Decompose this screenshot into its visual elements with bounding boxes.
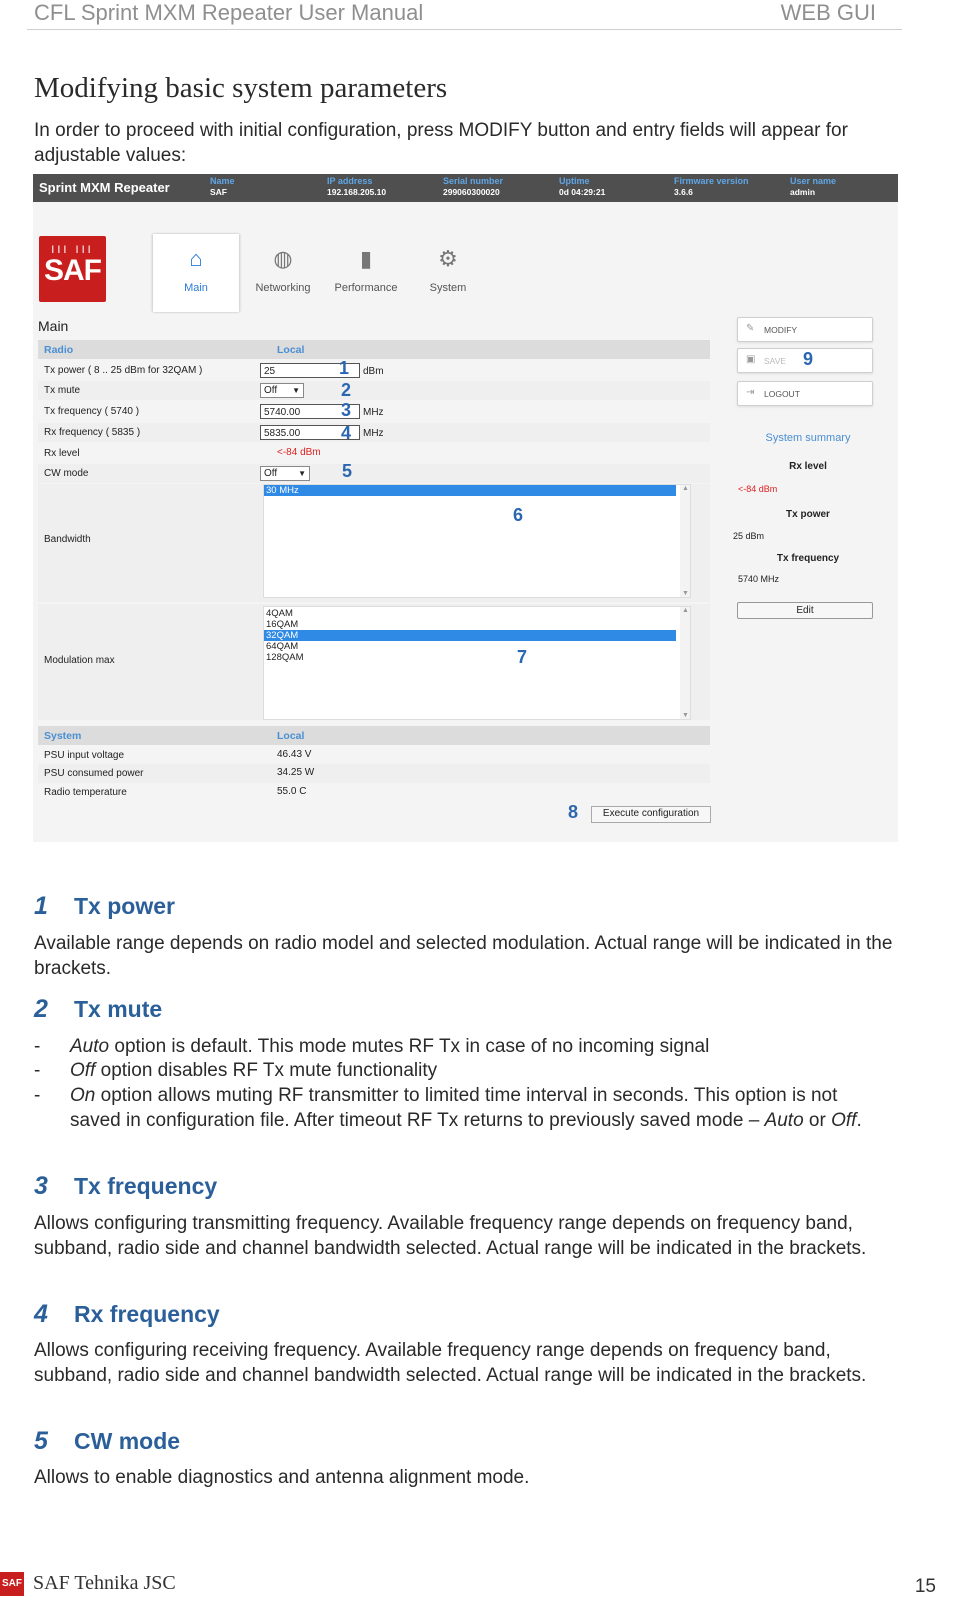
section-heading-tx-frequency	[34, 1172, 217, 1201]
gui-topbar	[33, 174, 898, 202]
cw-mode-select[interactable]	[260, 466, 310, 481]
list-bullet: -	[34, 1036, 41, 1057]
tx-power-input[interactable]: 25	[260, 363, 360, 378]
row-bandwidth	[38, 484, 710, 602]
system-summary-title: System summary	[765, 432, 851, 444]
list-item-keyword: Off	[70, 1060, 96, 1081]
nav-tab-label: Networking	[255, 282, 311, 294]
globe-icon: ◍	[273, 246, 293, 271]
summary-rx-level-value: <-84 dBm	[738, 484, 778, 494]
page-heading: Modifying basic system parameters	[34, 72, 448, 104]
modulation-listbox[interactable]	[263, 606, 691, 720]
section-number: 4	[34, 1300, 48, 1328]
modulation-option[interactable]: 128QAM	[266, 652, 304, 663]
system-table-header	[38, 726, 710, 745]
topbar-field-serial	[443, 176, 503, 198]
gui-app-title: Sprint MXM Repeater	[39, 180, 170, 195]
list-item-keyword: Auto	[764, 1109, 804, 1131]
row-radio-temperature	[38, 783, 710, 802]
psu-voltage-value: 46.43 V	[277, 749, 312, 760]
tx-frequency-label: Tx frequency ( 5740 )	[44, 406, 140, 417]
list-item-text: .	[856, 1109, 862, 1131]
topbar-field-name	[210, 176, 235, 198]
topbar-field-label: User name	[790, 176, 837, 186]
list-item-text: option is default. This mode mutes RF Tx in case of no incoming signal	[109, 1036, 710, 1057]
rx-frequency-input[interactable]: 5835.00	[260, 425, 360, 440]
rx-frequency-unit: MHz	[363, 428, 384, 439]
tx-power-label: Tx power ( 8 .. 25 dBm for 32QAM )	[44, 365, 203, 376]
summary-edit-button[interactable]: Edit	[737, 602, 873, 619]
system-header-label: System	[44, 730, 82, 742]
scroll-up-icon: ▲	[682, 607, 689, 614]
topbar-field-value: 192.168.205.10	[327, 187, 387, 197]
save-label: SAVE	[764, 356, 787, 366]
rx-level-label: Rx level	[44, 448, 80, 459]
topbar-field-value: 3.6.6	[674, 187, 693, 197]
system-header-local: Local	[277, 730, 305, 742]
header-divider	[27, 29, 902, 30]
modify-label: MODIFY	[764, 325, 798, 335]
section-heading-rx-frequency	[34, 1300, 220, 1329]
row-tx-frequency	[38, 402, 710, 421]
section-title: Rx frequency	[74, 1301, 220, 1327]
topbar-field-ip	[327, 176, 386, 198]
row-psu-voltage	[38, 746, 710, 765]
section-number: 5	[34, 1427, 48, 1455]
modulation-option[interactable]: 16QAM	[266, 619, 299, 630]
callout-1: 1	[339, 358, 350, 378]
psu-power-value: 34.25 W	[277, 767, 315, 778]
modulation-scrollbar[interactable]	[680, 607, 690, 719]
gear-icon: ⚙	[438, 246, 458, 271]
page-number: 15	[914, 1576, 936, 1597]
psu-power-label: PSU consumed power	[44, 768, 144, 779]
tx-mute-label: Tx mute	[44, 385, 81, 396]
row-cw-mode	[38, 464, 710, 483]
callout-2: 2	[341, 380, 352, 400]
section-title: Tx mute	[74, 996, 163, 1022]
radio-temperature-label: Radio temperature	[44, 787, 127, 798]
callout-8: 8	[568, 802, 579, 822]
list-item-text: or	[803, 1109, 832, 1131]
tx-frequency-description: Allows configuring transmitting frequency. Available frequency range depends on frequency band, subband, radio side and channel bandwidth selected. Actual range will be indicated in the brackets.	[34, 1213, 867, 1259]
cw-mode-label: CW mode	[44, 468, 89, 479]
section-title: Tx power	[74, 893, 175, 919]
logout-label: LOGOUT	[764, 389, 800, 399]
tx-power-unit: dBm	[363, 366, 384, 377]
psu-voltage-label: PSU input voltage	[44, 750, 125, 761]
bandwidth-option[interactable]: 30 MHz	[264, 485, 676, 496]
list-item-keyword: On	[70, 1085, 96, 1106]
tx-power-description: Available range depends on radio model and selected modulation. Actual range will be indicated in the brackets.	[34, 933, 893, 979]
scroll-up-icon: ▲	[682, 485, 689, 492]
footer-company: SAF Tehnika JSC	[33, 1572, 176, 1594]
rx-frequency-label: Rx frequency ( 5835 )	[44, 427, 141, 438]
row-rx-level	[38, 444, 710, 463]
floppy-icon: ▣	[746, 354, 756, 365]
row-rx-frequency	[38, 423, 710, 442]
topbar-field-uptime	[559, 176, 605, 198]
list-item-keyword: Off	[831, 1109, 857, 1131]
logout-icon: ⇥	[746, 387, 755, 398]
topbar-field-label: Name	[210, 176, 235, 186]
chevron-down-icon: ▼	[292, 386, 300, 395]
callout-6: 6	[513, 505, 524, 525]
topbar-field-value: admin	[790, 187, 816, 197]
summary-tx-power-value: 25 dBm	[733, 531, 765, 541]
section-name: WEB GUI	[780, 0, 876, 25]
chevron-down-icon: ▼	[298, 469, 306, 478]
topbar-field-value: SAF	[210, 187, 227, 197]
modulation-option[interactable]: 64QAM	[266, 641, 299, 652]
bar-chart-icon: ▮	[359, 246, 373, 271]
callout-7: 7	[517, 647, 528, 667]
summary-tx-frequency-label: Tx frequency	[776, 553, 840, 564]
section-title: CW mode	[74, 1428, 181, 1454]
list-item-keyword: Auto	[70, 1036, 110, 1057]
logo-bars-icon: III III	[51, 244, 94, 256]
section-heading-tx-mute	[34, 995, 162, 1024]
row-psu-power	[38, 764, 710, 783]
footer-logo: SAF	[0, 1572, 24, 1596]
section-number: 1	[34, 892, 48, 920]
section-label-main: Main	[38, 318, 69, 334]
execute-configuration-button[interactable]: Execute configuration	[591, 806, 711, 823]
topbar-field-firmware	[674, 176, 749, 198]
topbar-field-value: 299060300020	[443, 187, 500, 197]
modulation-label: Modulation max	[44, 655, 115, 666]
radio-header-local: Local	[277, 344, 305, 356]
summary-rx-level-label: Rx level	[789, 461, 827, 472]
topbar-field-label: IP address	[327, 176, 373, 186]
list-item-text: option allows muting RF transmitter to limited time interval in seconds. This option is not saved in configuration file. After timeout RF Tx returns to previously saved mode –	[70, 1085, 838, 1131]
rx-level-value: <-84 dBm	[277, 447, 321, 458]
nav-tab-main[interactable]	[153, 234, 239, 312]
bandwidth-listbox[interactable]	[263, 484, 691, 598]
list-bullet: -	[34, 1085, 41, 1106]
document-title: CFL Sprint MXM Repeater User Manual	[34, 0, 424, 25]
list-item-text: option disables RF Tx mute functionality	[95, 1060, 438, 1081]
section-heading-tx-power	[34, 892, 175, 921]
section-number: 2	[34, 995, 48, 1023]
row-tx-mute	[38, 381, 710, 400]
bandwidth-label: Bandwidth	[44, 534, 91, 545]
scroll-down-icon: ▼	[682, 590, 689, 597]
nav-tab-networking[interactable]	[240, 234, 326, 312]
tx-mute-value: Off	[264, 385, 278, 396]
callout-5: 5	[342, 461, 353, 481]
bandwidth-scrollbar[interactable]	[680, 485, 690, 597]
radio-header-label: Radio	[44, 344, 74, 356]
topbar-field-value: 0d 04:29:21	[559, 187, 606, 197]
modify-button[interactable]	[737, 317, 873, 342]
radio-temperature-value: 55.0 C	[277, 786, 307, 797]
callout-4: 4	[341, 423, 352, 443]
topbar-field-label: Firmware version	[674, 176, 749, 186]
modulation-option-selected[interactable]: 32QAM	[264, 630, 676, 641]
modulation-option[interactable]: 4QAM	[266, 608, 293, 619]
callout-9: 9	[803, 349, 814, 369]
scroll-down-icon: ▼	[682, 712, 689, 719]
saf-logo	[39, 236, 106, 302]
intro-paragraph: In order to proceed with initial configuration, press MODIFY button and entry fields will appear for adjustable values:	[34, 120, 848, 166]
tx-mute-item-on	[34, 1084, 884, 1158]
nav-tab-performance[interactable]	[323, 234, 409, 312]
section-number: 3	[34, 1172, 48, 1200]
nav-tab-system[interactable]	[405, 234, 491, 312]
cw-mode-value: Off	[264, 468, 278, 479]
summary-tx-power-label: Tx power	[786, 509, 830, 520]
logout-button[interactable]	[737, 381, 873, 406]
web-gui-screenshot	[33, 174, 898, 842]
nav-tab-label: Main	[184, 282, 208, 294]
topbar-field-user	[790, 176, 836, 198]
section-heading-cw-mode	[34, 1427, 180, 1456]
radio-table-header	[38, 340, 710, 359]
list-bullet: -	[34, 1060, 41, 1081]
tx-mute-select[interactable]	[260, 383, 304, 398]
section-title: Tx frequency	[74, 1173, 218, 1199]
home-icon: ⌂	[189, 246, 203, 271]
row-modulation-max	[38, 604, 710, 720]
summary-tx-frequency-value: 5740 MHz	[738, 574, 780, 584]
tx-frequency-unit: MHz	[363, 407, 384, 418]
nav-tab-label: System	[429, 282, 467, 294]
callout-3: 3	[341, 400, 352, 420]
row-tx-power	[38, 361, 710, 380]
pencil-icon: ✎	[746, 323, 755, 334]
cw-mode-description: Allows to enable diagnostics and antenna alignment mode.	[34, 1467, 530, 1488]
logo-text: SAF	[44, 254, 101, 287]
tx-frequency-input[interactable]: 5740.00	[260, 404, 360, 419]
nav-tab-label: Performance	[334, 282, 398, 294]
topbar-field-label: Uptime	[559, 176, 590, 186]
rx-frequency-description: Allows configuring receiving frequency. Available frequency range depends on frequency band, subband, radio side and channel bandwidth selected. Actual range will be indicated in the brackets.	[34, 1340, 867, 1386]
topbar-field-label: Serial number	[443, 176, 504, 186]
